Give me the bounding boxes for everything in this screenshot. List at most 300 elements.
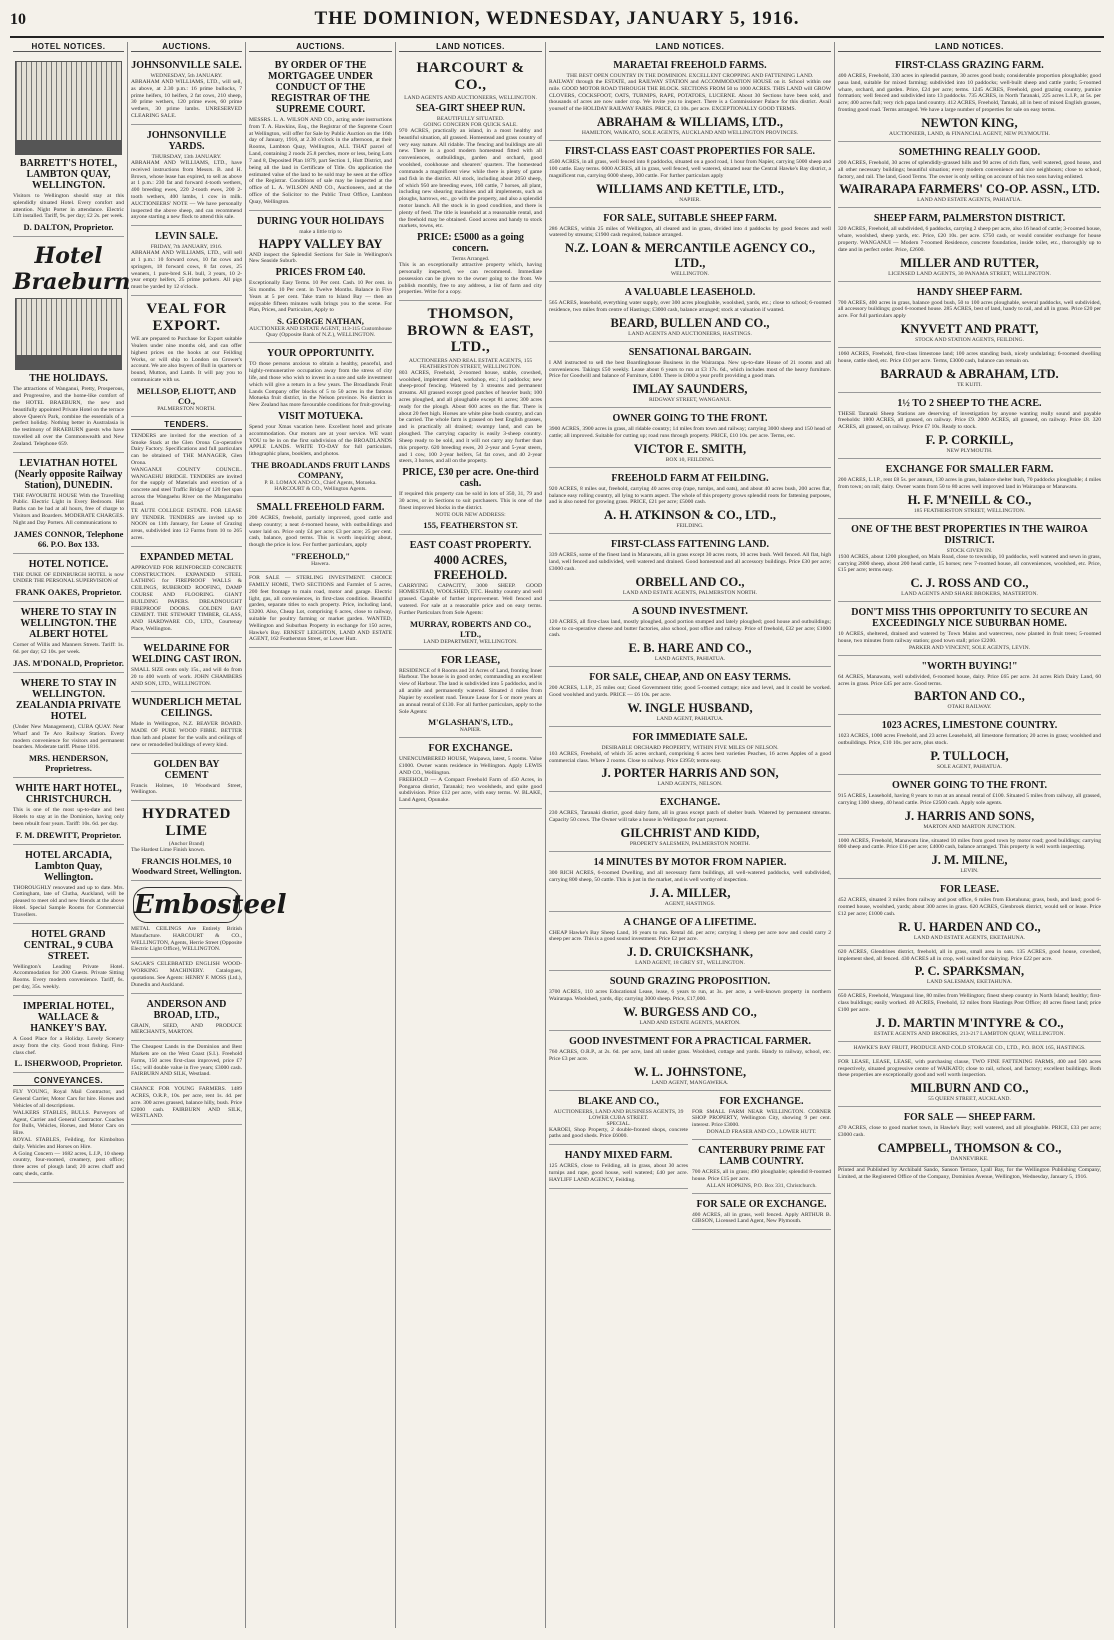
ad-signature: W. L. JOHNSTONE, bbox=[633, 1064, 747, 1079]
ad-title: THE HOLIDAYS. bbox=[29, 373, 108, 385]
ad-sub: SOLE AGENT, PAHIATUA. bbox=[936, 764, 1003, 770]
ad-signature: VICTOR E. SMITH, bbox=[633, 441, 747, 456]
ad-signature: J. PORTER HARRIS AND SON, bbox=[601, 766, 779, 781]
ad-signature: JAMES CONNOR, Telephone 66. P.O. Box 133. bbox=[13, 528, 124, 549]
ad-title: DURING YOUR HOLIDAYS bbox=[256, 215, 385, 227]
ad-sub: LAND SALESMAN, EKETAHUNA. bbox=[926, 979, 1013, 986]
ad-sub: NAPIER. bbox=[679, 196, 701, 203]
ad-title: HANDY SHEEP FARM. bbox=[916, 286, 1023, 298]
ad-title: THOMSON, BROWN & EAST, LTD., bbox=[407, 306, 534, 356]
ad-body: 452 ACRES, situated 3 miles from railway and post office, 6 miles from Eketahuna; grass, bush, and land; good 6-roomed house, woolshed, yards; about 300 acres in grass. 620 ACRES, Glenbrook district, would sell or lease. Price £12 per acre; £1000 cash. bbox=[838, 897, 1101, 917]
ad-young-farmers bbox=[131, 1083, 242, 1125]
column-header: LAND NOTICES. bbox=[838, 42, 1101, 52]
ad-title: VEAL FOR EXPORT. bbox=[146, 301, 227, 334]
ad-body: WALKERS STABLES, BULLS. Purveyors of Agent, Carrier and General Contractor. Coaches for Bulls, Vehicles, Horses, and Motor Cars on Hire. bbox=[13, 1109, 124, 1137]
ad-title: OWNER GOING TO THE FRONT. bbox=[612, 413, 768, 425]
ad-sub: RIDGWAY STREET, WANGANUI. bbox=[648, 397, 732, 404]
ad-title: FOR SALE OR EXCHANGE. bbox=[696, 1198, 827, 1210]
ad-body: 700 ACRES, 400 acres in grass, balance good bush, 50 to 100 acres ploughable, several paddocks, well subdivided, all accessory buildings; good 6-roomed house. 285 ACRES, best of land, handy to rail, and all in grass. Price £20 per acre. For full particulars apply bbox=[838, 299, 1101, 320]
ad-title: FOR LEASE, bbox=[441, 654, 500, 666]
ad-body: RAILWAY through the ESTATE, and RAILWAY STATION and ACCOMMODATION HOUSE on it. School within one mile. GOOD MOTOR ROAD THROUGH THE BLOCK. SECTIONS FROM 50 to 1000 ACRES. THIS LAND will GROW CLOVERS, COCKSFOOT, OATS, TURNIPS, RAPE, POTATOES, LUCERNE. About 30 Sections have been sold, and thousands of acres are now under crop. We invite you to inspect. There is a Commissioner Palace for this district. Avail yourself of the HOLIDAY RAILWAY FARES. PRICE, £3 10s. per acre. EXCEPTIONALLY GOOD TERMS. bbox=[549, 79, 831, 113]
ad-date: WEDNESDAY, 5th JANUARY. bbox=[150, 73, 223, 79]
ad-sub: PARKER AND VINCENT, SOLE AGENTS, LEVIN. bbox=[908, 644, 1031, 651]
ad-signature: D. DALTON, Proprietor. bbox=[23, 222, 114, 233]
ad-title: HARCOURT & CO., bbox=[416, 60, 525, 93]
ad-body: Exceptionally Easy Terms. 10 Per cent. Cash. 10 Per cent. in Six months. 10 Per cent. in Twelve Months. Balance in Five Years at 5 per cent. Take tram to Island Bay — then an enjoyable fifteen minutes walk brings you to the scene. For Plan, Prices, and Particulars, Apply to bbox=[249, 280, 392, 314]
ad-signature: H. F. M'NEILL & CO., bbox=[907, 492, 1032, 507]
ad-title: SENSATIONAL BARGAIN. bbox=[628, 346, 752, 358]
ad-hotel-notice bbox=[13, 554, 124, 603]
ad-sparksman bbox=[838, 946, 1101, 991]
ad-title: WHITE HART HOTEL, CHRISTCHURCH. bbox=[15, 783, 122, 806]
ad-body: I AM instructed to sell the best Boardinghouse Business in the Wairarapa. New up-to-date House of 21 rooms and all conveniences. Takings £50 weekly. Lease about 6 years to run at £3 17s. 6d., which includes most of the heavy furniture. Price for Goodwill and balance of Furniture, £400. There is £800 a year profit providing a good man. bbox=[549, 359, 831, 380]
ad-title: EXPANDED METAL bbox=[139, 551, 234, 563]
ad-body: THE FAVOURITE HOUSE With the Travelling Public. Electric Light in Every Bedroom. Hot Baths can be had at all hours, free of charge to Visitors and Boarders. MODERATE CHARGES. Night and Day Porters. All communications to bbox=[13, 492, 124, 526]
ad-sub: SPECIAL. bbox=[606, 1120, 631, 1127]
ad-mortgagee-sale bbox=[249, 55, 392, 211]
ad-body: 3700 ACRES, 110 acres Educational Lease, lease, 6 years to run, at 3s. per acre, a well-known property in northern Wairarapa. Woolshed, yards, dip; carrying 3000 sheep. Price, £17,000. bbox=[549, 989, 831, 1003]
ad-signature: P. C. SPARKSMAN, bbox=[914, 964, 1025, 979]
ad-signature: IMLAY SAUNDERS, bbox=[632, 382, 748, 397]
bottom-right bbox=[692, 1091, 831, 1231]
ad-sub: HAWKE'S BAY FRUIT, PRODUCE AND COLD STORAGE CO., LTD., P.O. BOX 165, HASTINGS. bbox=[853, 1044, 1086, 1051]
ad-title: FOR IMMEDIATE SALE. bbox=[632, 731, 748, 743]
ad-body: SMALL SIZE cents only 15s., and will do from 20 to 400 worth of work. JOHN CHAMBERS AND SON, LTD., WELLINGTON. bbox=[131, 666, 242, 687]
ad-body: THESE Taranaki Sheep Stations are deserving of investigation by anyone wanting really sound and payable freeholds: 1800 ACRES, all grassed, on railway. Price £9. 2000 ACRES, all grassed, on railway. Price £8. 320 ACRES, all grassed, on railway. Price £7 10s. Ready to stock. bbox=[838, 410, 1101, 431]
ad-embosteel bbox=[131, 881, 287, 958]
ad-title: A VALUABLE LEASEHOLD. bbox=[624, 287, 756, 299]
ad-signature: MILBURN AND CO., bbox=[910, 1081, 1029, 1096]
ad-body: (Under New Management), CUBA QUAY. Near Wharf and Te Aro Railway Station. Every modern convenience for visitors and permanent boarders. Moderate tariff. Phone 1816. bbox=[13, 723, 124, 751]
ad-title: HOTEL NOTICE. bbox=[28, 558, 109, 570]
ad-sub: STOCK GIVEN IN. bbox=[946, 547, 993, 554]
ad-date: THURSDAY, 13th JANUARY. bbox=[151, 153, 222, 160]
ad-title: 14 MINUTES BY MOTOR FROM NAPIER. bbox=[593, 857, 787, 868]
ad-title: LEVIATHAN HOTEL (Nearly opposite Railway Station), DUNEDIN. bbox=[14, 457, 123, 491]
ad-title: A CHANGE OF A LIFETIME. bbox=[623, 916, 757, 928]
ad-headline: HAPPY VALLEY BAY bbox=[258, 236, 383, 251]
ad-signature: J. HARRIS AND SONS, bbox=[904, 808, 1035, 823]
ad-body: FOR LEASE, LEASE, LEASE, with purchasing clause, TWO FINE FATTENING FARMS, 400 and 500 acres respectively, situated progressive centre of WAIKATO; close to rail, school, and factory; excellent buildings. Both these properties are exceptionally good and well worth inspection. bbox=[838, 1058, 1101, 1079]
ad-hare bbox=[549, 601, 831, 667]
ad-harris-sons bbox=[838, 775, 1101, 835]
columns bbox=[10, 42, 1104, 1628]
ad-body: TO those persons anxious to obtain a healthy, peaceful, and highly-remunerative occupation away from the stress of city life, and those who wish to invest in a sure and safe investment which will give a return in a few years. The Broadlands Fruit Lands Company offer blocks of 5 to 50 acres in the famous Motueka fruit district, in the Nelson province. No district in New Zealand has more favourable conditions for fruit-growing. bbox=[249, 361, 392, 409]
ad-title: OWNER GOING TO THE FRONT. bbox=[891, 780, 1048, 791]
ad-newton-king bbox=[838, 55, 1101, 142]
ad-sub: P. B. LOMAX AND CO., Chief Agents, Motueka. HARCOURT & CO., Wellington Agents. bbox=[264, 480, 377, 492]
ad-sub: OTAKI RAILWAY. bbox=[947, 704, 992, 711]
ad-title: ANDERSON AND BROAD, LTD., bbox=[146, 998, 227, 1021]
ad-body: WE are prepared to Purchase for Export suitable Vealers under nine months old, and can offer highest prices on the hooks at our Feilding Works, or will ship to London on Grower's account. We are also buyers of Bull in quarters or bound, Mutton, and Lamb. It will pay you to communicate with us. bbox=[131, 336, 242, 383]
ad-title: FOR EXCHANGE. bbox=[428, 743, 513, 755]
ad-body: 230 ACRES, Taranaki district, good dairy farm, all in grass except patch of shelter bush. Watered by permanent streams. Capacity 50 cows. The Owner will take a house in Wellington for part payment. bbox=[549, 810, 831, 824]
ad-signature: KNYVETT AND PRATT, bbox=[900, 322, 1039, 336]
ad-sub: ALLAN HOPKINS, P.O. Box 331, Christchurch. bbox=[706, 1182, 817, 1189]
ad-sub: AUCTIONEERS AND REAL ESTATE AGENTS, 155 FEATHERSTON STREET, WELLINGTON. bbox=[408, 357, 533, 370]
ad-signature: E. B. HARE AND CO., bbox=[628, 641, 752, 656]
ad-body: Made in Wellington, N.Z. BEAVER BOARD. MADE OF PURE WOOD FIBRE. BETTER than lath and plaster for the walls and ceilings of new or remodelled buildings of every kind. bbox=[131, 721, 242, 748]
ad-anderson-broad bbox=[131, 994, 242, 1042]
ad-signature: FRANK OAKES, Proprietor. bbox=[15, 587, 122, 598]
ad-title: FOR EXCHANGE. bbox=[719, 1095, 804, 1107]
ad-signature: NEWTON KING, bbox=[921, 115, 1018, 130]
ad-zealandia bbox=[13, 673, 124, 778]
ad-sub: LICENSED LAND AGENTS, 30 PANAMA STREET, WELLINGTON. bbox=[888, 270, 1051, 277]
ad-body: CHEAP Hawke's Bay Sheep Land, 16 years to run. Rental 4d. per acre; carrying 1 sheep per acre now and could carry 2 sheep per acre. This is a good sound investment. Price £2 per acre. bbox=[549, 929, 831, 943]
ad-johnstone bbox=[549, 1031, 831, 1091]
ad-sub: STOCK AND STATION AGENTS, FEILDING. bbox=[915, 337, 1024, 343]
ad-signature: FRANCIS HOLMES, 10 Woodward Street, Wellington. bbox=[131, 856, 242, 876]
ad-signature: "FREEHOLD," bbox=[290, 551, 351, 562]
column-header: AUCTIONS. bbox=[249, 42, 392, 52]
ad-body: The Hardest Lime Finish known. bbox=[131, 847, 206, 854]
ad-price: PRICE, £30 per acre. One-third cash. bbox=[402, 467, 539, 490]
ad-signature: N.Z. LOAN & MERCANTILE AGENCY CO., LTD., bbox=[565, 241, 815, 271]
ad-sub: Terms Arranged. bbox=[451, 256, 490, 263]
ad-title: DON'T MISS THIS OPPORTUNITY TO SECURE AN EXCEEDINGLY NICE SUBURBAN HOME. bbox=[851, 607, 1088, 630]
ad-body: 400 ACRES, all in grass, well fenced. Apply ARTHUR B. GIBSON, Licensed Land Agent, New Plymouth. bbox=[692, 1211, 831, 1225]
ad-title: JOHNSONVILLE YARDS. bbox=[146, 129, 227, 152]
ad-signature: S. GEORGE NATHAN, bbox=[277, 316, 364, 327]
ad-body: 339 ACRES, some of the finest land in Manawatu, all in grass except 30 acres roots, 10 acres bush. Well fenced. All flat, high land, well fenced and subdivided, well watered and drained. Good homestead and all accessory buildings. Price £30 per acre; £3000 cash. bbox=[549, 552, 831, 572]
ad-sensational-bargain bbox=[549, 342, 831, 408]
ad-burgess bbox=[549, 971, 831, 1031]
bottom-left bbox=[549, 1091, 688, 1231]
ad-campbell-thomson bbox=[838, 1107, 1101, 1167]
ad-signature: WAIRARAPA FARMERS' CO-OP. ASSN., LTD. bbox=[839, 182, 1100, 197]
ad-body: WANGANUI COUNTY COUNCIL. WANGAEHU BRIDGE. TENDERS are invited for the supply of Materials and erection of a concrete and steel Traffic Bridge of 120 feet span across the Wangaehu River on the Mangamahu Road. bbox=[131, 466, 242, 507]
ad-johnsonville-sale bbox=[131, 55, 242, 125]
ad-title: "WORTH BUYING!" bbox=[921, 660, 1018, 672]
ad-signature: BARTON AND CO., bbox=[914, 689, 1025, 704]
ad-corkill bbox=[838, 393, 1101, 459]
ad-body: A Good Place for a Holiday. Lovely Scenery away from the city. Good trout fishing. First-class chef. bbox=[13, 1035, 124, 1056]
ad-body: Corner of Willis and Manners Streets. Tariff: 1s. 6d. per day; £2 10s. per week. bbox=[13, 642, 124, 656]
ad-body: FREEHOLD — A Compact Freehold Farm of 450 Acres, in Pongaroa district, Taranaki; two woolsheds, and quite good subdivision. Price £12 per acre, with easy terms. W. BLAKE, Land Agent, Opunake. bbox=[399, 776, 542, 804]
ad-for-exchange bbox=[399, 738, 542, 809]
column-land-notices-3 bbox=[835, 42, 1104, 1628]
ad-body: 3900 ACRES, 3900 acres in grass, all ridable country; 14 miles from town and railway; carrying 3000 sheep and 150 head of cattle; all improved. Suitable for cutting up; road runs through property. PRICE, £10 10s. per acre. Terms, etc. bbox=[549, 426, 831, 439]
ad-title: 1023 ACRES, LIMESTONE COUNTRY. bbox=[881, 720, 1058, 732]
ad-prices: PRICES FROM £40. bbox=[275, 267, 366, 279]
ad-body: AND inspect the Splendid Sections for Sale in Wellington's New Seaside Suburb. bbox=[249, 251, 392, 265]
ad-signature: ORBELL AND CO., bbox=[635, 574, 745, 589]
ad-price: PRICE: £5000 as a going concern. bbox=[417, 232, 524, 255]
ad-knyvett-pratt bbox=[838, 282, 1101, 348]
column-header: HOTEL NOTICES. bbox=[13, 42, 124, 52]
column-auctions-1 bbox=[128, 42, 287, 1628]
ad-body: APPROVED FOR REINFORCED CONCRETE CONSTRUCTION. EXPANDED STEEL LATHING for FIREPROOF WALLS & CEILINGS, RUBEROID ROOFING, DAMP COURSE AND FLOORING. GIANT BUILDING PAPERS. DREADNOUGHT FIREPROOF DOORS. GOLDEN BAY CEMENT. THE STEWART TIMBER, GLASS, AND HARDWARE CO., LTD., Courtenay Place, Wellington. bbox=[131, 564, 242, 633]
ad-body: ABRAHAM AND WILLIAMS, LTD., will sell, as above, at 2.30 p.m.: 16 prime bullocks, 7 prime heifers, 10 heifers, 2 fat cows, 210 sheep, 30 prime wethers, 120 prime ewes, 60 prime wethers, 30 prime lambs. UNRESERVED CLEARING SALE. bbox=[131, 79, 242, 120]
printer-imprint: Printed and Published by Archibald Sando, Sanson Terrace, Lyall Bay, for the Wellington Publishing Company, Limited, at the Registered Office of the Company, Dominion Avenue, Wellington, Wednesday, January 5, 1916. bbox=[838, 1166, 1101, 1180]
ad-signature: W. BURGESS AND CO., bbox=[623, 1004, 757, 1019]
ad-body: ROYAL STABLES, Feilding, for Kimbolton daily. Vehicles and Horses on Hire. bbox=[13, 1137, 124, 1150]
ad-title: FIRST-CLASS FATTENING LAND. bbox=[611, 539, 769, 551]
ad-body: KAROEI, Shop Property, 2 double-fronted shops, concrete paths and good sheds. Price £6000. bbox=[549, 1126, 688, 1140]
ad-body: MESSRS. L. A. WILSON AND CO., acting under instructions from T. A. Hawkins, Esq., the Registrar of the Supreme Court at Wellington, will offer for Sale by Public Auction on the 16th day of January, 1916, at 2.30 o'clock in the afternoon, at their Rooms, Lambton Quay, Wellington, ALL THAT parcel of Land, containing 2 roods 25.8 perches, more or less, being Lots 7 and 8, Deposited Plan 1879, part Section 1, Hutt District, and being all the land in Certificate of Title. On application the estimated value of the land to be sold may be seen at the office of the Registrar. Conditions of sale may be inspected at the office of L. A. WILSON AND CO., Auctioneers, and at the office of the Solicitor to the Public Trust Office, Lambton Quay, Wellington. bbox=[249, 117, 392, 205]
ad-body: This is an exceptionally attractive property which, having personally inspected, we can recommend. Immediate possession can be given to the owner going to the front. We publish monthly, free to any address, a list of farm and city properties. Write for a copy. bbox=[399, 262, 542, 296]
ad-arcadia bbox=[13, 845, 124, 924]
ad-signature: J. D. MARTIN M'INTYRE & CO., bbox=[875, 1015, 1064, 1030]
ad-title: EXCHANGE. bbox=[659, 797, 721, 809]
ad-body: 120 ACRES, all first-class land, mostly ploughed, good portion stumped and lately ploughed; good house and outbuildings; close to co-operative cheese and butter factories, also school, post office and railway. Price of freehold, £32 per acre; £1000 cash. bbox=[549, 618, 831, 639]
ad-sub: NEW PLYMOUTH. bbox=[946, 448, 993, 455]
hotel-engraving bbox=[15, 298, 122, 370]
page-title: THE DOMINION, WEDNESDAY, JANUARY 5, 1916. bbox=[314, 8, 800, 29]
ad-body: Visitors to Wellington should stay at this splendidly situated Hotel. Every comfort and attention. Night Porter in attendance. Electric Lift installed. Tariff, 9s. per day; £2 2s. per week. bbox=[13, 193, 124, 220]
ad-body: FLY YOUNG, Royal Mail Contractor, and General Carrier, Motor Cars for hire. Horses and Vehicles of all descriptions. bbox=[13, 1089, 124, 1109]
ad-body: 200 ACRES, L.I.P., rent £8 5s. per annum, 130 acres in grass, balance shelter bush, 70 paddocks ploughable; 4 miles from town; on rail; dairy. Owner wants from 50 to 80 acres well improved land in Wairarapa or Manawatu. bbox=[838, 477, 1101, 490]
ad-title: SMALL FREEHOLD FARM. bbox=[256, 502, 385, 513]
ad-signature: BARRAUD & ABRAHAM, LTD. bbox=[880, 366, 1059, 381]
ad-title: HANDY MIXED FARM. bbox=[564, 1150, 673, 1162]
ad-sub: (Anchor Brand) bbox=[168, 841, 205, 848]
ad-body: FOR SMALL FARM NEAR WELLINGTON. CORNER SHOP PROPERTY, Wellington City, showing 9 per cent. interest. Price £3000. bbox=[692, 1108, 831, 1129]
ad-hydrated-lime bbox=[131, 801, 242, 881]
ad-title: LEVIN SALE. bbox=[155, 231, 218, 243]
ad-body: The Cheapest Lands in the Dominion and Best Markets are on the West Coast (S.I.). Freehold Farms, 150 acres first-class improved, price £7 15s.; will double value in five years; £3000 cash. FAIRBURN AND SILK, Westland. bbox=[131, 1044, 242, 1078]
ad-blake bbox=[549, 1091, 688, 1146]
ad-title: FOR LEASE. bbox=[940, 884, 999, 896]
ad-porter-harris bbox=[549, 727, 831, 793]
ad-signature: GILCHRIST AND KIDD, bbox=[620, 826, 760, 840]
ad-white-hart bbox=[13, 778, 124, 844]
embosteel-logo: Embosteel bbox=[133, 887, 240, 923]
ad-body: Spend your Xmas vacation here. Excellent hotel and private accommodation. Our motors are at your service. WE want YOU to be in on the first subdivision of the BROADLANDS APPLE LANDS. WRITE TO-DAY for full particulars, lithographic plans, booklets, and photos. bbox=[249, 423, 392, 458]
ad-body: 1060 ACRES, Freehold, first-class limestone land; 100 acres standing bush, nicely undulating; 6-roomed dwelling house, cattle shed, etc. Price £10 per acre. Terms, £3000 cash, balance can remain on. bbox=[838, 351, 1101, 364]
ad-sub: BOX 10, FEILDING. bbox=[665, 456, 715, 463]
ad-wairarapa-farmers bbox=[838, 142, 1101, 208]
ad-signature: 155, FEATHERSTON ST. bbox=[423, 519, 518, 530]
ad-nz-loan bbox=[549, 208, 831, 283]
ad-body: CARRYING CAPACITY, 3000 SHEEP. GOOD HOMESTEAD, WOOLSHED, ETC. Healthy country and well grassed. Capable of further improvement. Well fenced and watered. For sale at a reasonable price and on easy terms. Further Particulars from Sole Agents: bbox=[399, 582, 542, 616]
column-header: LAND NOTICES. bbox=[399, 42, 542, 52]
ad-grand-central bbox=[13, 924, 124, 996]
ad-body: A Going Concern — 1682 acres, L.I.P., 10 sheep country, four-roomed, creamery, post office; three acres of plough land; 20 acres chaff and oats; sheds, cattle. bbox=[13, 1150, 124, 1178]
ad-body: 650 ACRES, Freehold, Wanganui line, 80 miles from Wellington; finest sheep country in North Island; healthy; first-class buildings; easily worked. 40 ACRES, Freehold, 12 miles from Hastings Post Office; 40 acres finest land; price £100 per acre. bbox=[838, 993, 1101, 1013]
ad-body: 286 ACRES, within 25 miles of Wellington, all cleared and in grass, divided into 4 paddocks by good fences and well watered by streams; £1900 cash required, balance arranged. bbox=[549, 225, 831, 239]
ad-body: UNENCUMBERED HOUSE, Waipawa, latest, 5 rooms. Value £1000. Owner wants residence in Wellington. Apply LEWIS AND CO., Wellington. bbox=[399, 756, 542, 776]
ad-sub: LAND AGENTS, NELSON. bbox=[657, 781, 723, 788]
ad-title: SOMETHING REALLY GOOD. bbox=[898, 146, 1041, 158]
ad-title: EXCHANGE FOR SMALLER FARM. bbox=[885, 464, 1054, 476]
ad-title: HOTEL ARCADIA, Lambton Quay, Wellington. bbox=[25, 849, 112, 883]
ad-signature: MELLSOP, ELIOTT, AND CO., bbox=[136, 385, 237, 406]
ad-cruickshank bbox=[549, 912, 831, 972]
ad-title: FOR SALE, SUITABLE SHEEP FARM. bbox=[603, 212, 777, 224]
ad-mneill bbox=[838, 459, 1101, 519]
ad-body: 300 RICH ACRES, 6-roomed Dwelling, and all necessary farm buildings, all well-watered paddocks, well subdivided, carrying 800 sheep, 50 cattle. This is just in the market, and is well worthy of inspection. bbox=[549, 870, 831, 883]
ad-maraetai bbox=[549, 55, 831, 141]
ad-title: HOTEL GRAND CENTRAL, 9 CUBA STREET. bbox=[23, 928, 114, 962]
column-land-notices-2 bbox=[546, 42, 835, 1628]
ad-body: 915 ACRES, Leasehold, having 8 years to run at an annual rental of £100. Situated 5 miles from railway, all grassed, carrying 1300 sheep, 40 head cattle. Price £2500 cash. Apply sole agents. bbox=[838, 793, 1101, 806]
ad-parker-vincent bbox=[838, 602, 1101, 656]
ad-body: GRAIN, SEED, AND PRODUCE MERCHANTS, MARTON. bbox=[131, 1022, 242, 1036]
ad-signature: P. TULLOCH, bbox=[930, 749, 1009, 763]
ad-title: SHEEP FARM, PALMERSTON DISTRICT. bbox=[873, 213, 1066, 225]
ad-sale-or-exchange bbox=[692, 1194, 831, 1231]
ad-title: FIRST-CLASS EAST COAST PROPERTIES FOR SALE. bbox=[564, 146, 816, 158]
ad-date: FRIDAY, 7th JANUARY, 1916. bbox=[150, 244, 223, 251]
ad-sub: LAND AGENTS AND AUCTIONEERS, WELLINGTON. bbox=[404, 95, 537, 101]
ad-sub: 55 QUEEN STREET, AUCKLAND. bbox=[928, 1096, 1011, 1103]
ad-signature: J. M. MILNE, bbox=[931, 853, 1008, 868]
ad-sub: make a little trip to bbox=[299, 228, 342, 235]
ad-harden bbox=[838, 879, 1101, 945]
ad-title: WHERE TO STAY IN WELLINGTON. THE ALBERT HOTEL bbox=[20, 607, 117, 641]
ad-signature: THE BROADLANDS FRUIT LANDS COMPANY, bbox=[251, 460, 390, 480]
ad-sub: PALMERSTON NORTH. bbox=[157, 405, 216, 412]
ad-sub: THE BEST OPEN COUNTRY IN THE DOMINION. EXCELLENT CROPPING AND FATTENING LAND. bbox=[566, 73, 814, 79]
ad-sub: AUCTIONEER, LAND, & FINANCIAL AGENT, NEW PLYMOUTH. bbox=[889, 130, 1050, 137]
ad-sub: LAND AGENTS AND SHARE BROKERS, MASTERTON. bbox=[901, 591, 1038, 598]
column-hotel-notices bbox=[10, 42, 131, 1628]
ad-title: SOUND GRAZING PROPOSITION. bbox=[609, 976, 771, 988]
ad-body: 125 ACRES, close to Feilding, all in grass, about 30 acres turnips and rape, good house, well watered; £40 per acre. HAYLIFF LAND AGENCY, Feilding. bbox=[549, 1163, 688, 1183]
ad-sagar bbox=[131, 958, 242, 993]
ad-body: TE AUTE COLLEGE ESTATE. FOR LEASE BY TENDER. TENDERS are invited up to NOON on 11th January, for Lease of Grazing areas, subdivided into 12 Farms from 10 to 265 acres. bbox=[131, 507, 242, 541]
section-header: CONVEYANCES. bbox=[13, 1076, 124, 1086]
ad-harcourt bbox=[399, 55, 542, 301]
ad-body: 200 ACRES, L.I.P., 25 miles out; Good Government title; good 5-roomed cottage; nice and level, and it could be worked. Good woolshed and yards. PRICE — £6 10s. per acre. bbox=[549, 685, 831, 698]
ad-martin-mintyre bbox=[838, 990, 1101, 1041]
ad-body: 400 ACRES, Freehold, 330 acres in splendid pasture, 30 acres good bush; considerable proportion ploughable; good paua land, suitable for mixed farming; subdivided into 10 paddocks; well-built sheep and cattle yards; 5-roomed whare, orchard, and garden. Price, £24 per acre; terms. 1245 ACRES, Freehold, good grazing country, pumice formation; well fenced and subdivided into 13 paddocks. 735 ACRES, in North Taranaki, 225 acres L.I.P., at 5s. per acre; 400 acres fall; very rich papa land country. 412 ACRES, Freehold, Tamaki, all in best of mixed English grasses, fronting good road. Terms arranged. We have a large number of properties for sale on easy terms. bbox=[838, 73, 1101, 114]
ad-veal-export bbox=[131, 296, 242, 417]
ad-valuable-leasehold bbox=[549, 282, 831, 342]
ad-body: THE DUKE OF EDINBURGH HOTEL is now UNDER THE PERSONAL SUPERVISION of bbox=[13, 571, 124, 585]
ad-title: 1½ TO 2 SHEEP TO THE ACRE. bbox=[897, 397, 1042, 409]
ad-title: WELDARINE FOR WELDING CAST IRON. bbox=[131, 642, 242, 665]
ad-sub: FEILDING. bbox=[676, 523, 704, 530]
ad-expanded-metal bbox=[131, 547, 242, 638]
ad-gilchrist-kidd bbox=[549, 792, 831, 852]
ad-husband bbox=[549, 667, 831, 727]
ad-body: TENDERS are invited for the erection of a Smoke Stack at the Glen Orona Co-operative Dairy Factory. Specifications and full particulars can be obtained of THE MANAGER, Glen Orona. bbox=[131, 432, 242, 466]
ad-title: FIRST-CLASS GRAZING FARM. bbox=[895, 60, 1044, 71]
ad-braeburn bbox=[13, 237, 131, 452]
ad-conveyances bbox=[13, 1073, 124, 1183]
ad-sub: LAND AGENTS AND AUCTIONEERS, HASTINGS. bbox=[628, 330, 752, 337]
ad-body: 10 ACRES, sheltered, drained and watered by Town Mains and watercress, now planted in fruit trees; 5-roomed house, two minutes from railway station; good town stall; price £2200. bbox=[838, 631, 1101, 644]
ad-body: ABRAHAM AND WILLIAMS, LTD., have received instructions from Messrs. B. and H. Brown, whose lease has expired, to sell as above at 1 p.m.: 230 fat and forward 4-tooth wethers, 400 breeding ewes, 220 2-tooth ewes, 200 2-tooth wethers, 400 lambs, 1 cow in milk. AUCTIONEERS' NOTE — We have personally inspected the above sheep, and can recommend anyone starting a new flock to attend this sale. bbox=[131, 159, 242, 221]
ad-body: 103 ACRES, Freehold, of which 35 acres orchard, comprising 6 acres best varieties Peaches, 16 acres Apples of a good commercial class. Where 2 rooms. Close to railway. Price £3950; terms easy. bbox=[549, 750, 831, 764]
ad-body: 1000 ACRES, Freehold, Manawatu line, situated 10 miles from good town by motor road; good buildings; carrying 800 sheep and cattle. Price £16 per acre; £4000 cash, balance arranged. This property is well worth inspecting. bbox=[838, 837, 1101, 851]
hotel-engraving bbox=[15, 61, 122, 155]
ad-east-coast-property bbox=[399, 535, 542, 650]
ad-body: ABRAHAM AND WILLIAMS, LTD., will sell at 1 p.m.: 10 forward cows, 10 fat cows and springers, 18 forward cows, 8 fat cows, 25 weaners, 1 pure-bred S.H. bull, 3 years, 10 2-year empty heifers, 25 prime porkers. All pigs must be yarded by 12 o'clock. bbox=[131, 250, 242, 291]
ad-title: GOOD INVESTMENT FOR A PRACTICAL FARMER. bbox=[569, 1035, 811, 1047]
ad-body: FOR SALE — STERLING INVESTMENT. CHOICE FAMILY HOME, TWO SECTIONS and Farmlet of 5 acres, 200 feet frontage to main road, motor and garage. Electric light, gas, all conveniences, in first-class condition. Beautiful garden, separate titles to each property. Price, including land, £3200. Also, Cheap Lot, comprising 6 acres, close to railway, suitable for poultry farming or market garden. WANTED, Wellington and Suburban Property in exchange for 150 acres, Hawke's Bay. ERNEST LEIGHTON, LAND AND ESTATE AGENT, 162 Featherston Street, or Lower Hutt. bbox=[249, 575, 392, 643]
ad-title: BY ORDER OF THE MORTGAGEE UNDER CONDUCT OF THE REGISTRAR OF THE SUPREME COURT. bbox=[268, 60, 373, 115]
ad-small-freehold bbox=[249, 497, 392, 572]
ad-albert bbox=[13, 602, 124, 673]
page-number: 10 bbox=[10, 11, 26, 28]
ad-miller bbox=[549, 852, 831, 912]
ad-sub: DONALD FRASER AND CO., LOWER HUTT. bbox=[706, 1128, 817, 1135]
ad-sub: AGENT, HASTINGS. bbox=[664, 900, 716, 907]
ad-tenders bbox=[131, 417, 242, 547]
ad-victor-smith bbox=[549, 408, 831, 468]
ad-sub: ESTATE AGENTS AND BROKERS, 213-217 LAMBTON QUAY, WELLINGTON. bbox=[874, 1030, 1065, 1037]
ad-golden-bay-cement bbox=[131, 754, 242, 802]
ad-title: IMPERIAL HOTEL, WALLACE & HANKEY'S BAY. bbox=[22, 1000, 115, 1034]
ad-sub: DANNEVIRKE. bbox=[950, 1155, 989, 1162]
ad-milne bbox=[838, 835, 1101, 880]
ad-sub: GOING CONCERN FOR QUICK SALE. bbox=[423, 122, 518, 128]
ad-exchange-shop bbox=[692, 1091, 831, 1140]
ad-body: 970 ACRES, practically an island, in a most healthy and beautiful situation, all grassed. Homestead and grass country of very easy nature. All ridable. The fencing and buildings are all new. There is a good modern homestead fitted with all conveniences, outbuildings, garden and orchard, good woolshed, cookhouse and shearers' quarters. The homestead commands a magnificent view while there is plenty of game and fish in the district. All stock, including about 2050 sheep, of which 950 are breeding ewes, 160 cattle, 7 horses, all plant, including new shearing machines and all implements, such as ploughs, harrows, etc., go with the property, and also a splendid motor launch. All the stock is in good condition, and there is plenty of feed. The title is leasehold at a reasonable rental, and the freehold may be obtained. Good access and handy to stock markets, towns, etc. bbox=[399, 128, 542, 230]
ad-atkinson bbox=[549, 468, 831, 534]
ad-cheapest-lands bbox=[131, 1041, 242, 1083]
ad-body: If required this property can be sold in lots of 350, 31, 79 and 30 acres, or in Sections to suit purchasers. This is one of the finest improved blocks in the district. bbox=[399, 491, 542, 511]
ad-body: 470 ACRES, close to good market town, in Hawke's Bay; well watered, and all ploughable. PRICE, £33 per acre; £3000 cash. bbox=[838, 1125, 1101, 1138]
ad-for-lease bbox=[399, 650, 542, 739]
ad-sub: HAMILTON, WAIKATO, SOLE AGENTS, AUCKLAND AND WELLINGTON PROVINCES. bbox=[581, 130, 799, 137]
ad-title: JOHNSONVILLE SALE. bbox=[131, 60, 242, 71]
ad-sub: DESIRABLE ORCHARD PROPERTY, WITHIN FIVE MILES OF NELSON. bbox=[601, 744, 779, 751]
ad-body: This is one of the most up-to-date and best Hotels to stay at in the Dominion, having only been rebuilt four years. Tariff: 10s. 6d. per day. bbox=[13, 807, 124, 827]
ad-body: 64 ACRES, Manawatu, well subdivided, 6-roomed house, dairy. Price £65 per acre. 24 acres Rich Dairy Land, 60 acres in grass. Price £45 per acre. Good terms. bbox=[838, 673, 1101, 687]
bottom-split bbox=[549, 1091, 831, 1231]
ad-title: EAST COAST PROPERTY. bbox=[409, 539, 532, 551]
hotel-sign: Hotel Braeburn bbox=[13, 243, 131, 296]
ad-body: 4500 ACRES, in all grass, well fenced into 8 paddocks, situated on a good road, 1 hour from Napier, carrying 5000 sheep and 100 cattle. Easy terms. 6000 ACRES, all in grass, well fenced, well watered, situated near the Central Hawke's Bay district, a magnificent run, carrying 6000 sheep, 300 cattle. For further particulars apply bbox=[549, 159, 831, 179]
ad-signature: L. ISHERWOOD, Proprietor. bbox=[14, 1058, 123, 1069]
ad-signature: W. INGLE HUSBAND, bbox=[627, 700, 753, 715]
ad-sub: LAND AGENT, 18 GREY ST., WELLINGTON. bbox=[635, 960, 745, 967]
column-land-notices-1 bbox=[396, 42, 546, 1628]
ad-sub: BEAUTIFULLY SITUATED. bbox=[436, 116, 505, 122]
ad-body: 1930 ACRES, about 1200 ploughed, on Main Road, close to township, 10 paddocks, well watered and sewn in grass, carrying 2800 sheep, about 200 head cattle, 15 horses; new 7-roomed house, all conveniences, woolshed, etc. Price, £15 per acre; terms easy. bbox=[838, 553, 1101, 574]
ad-body: METAL CEILINGS Are Entirely British Manufacture. HARCOURT & CO., WELLINGTON, Agents, Herrie Street (Opposite Electric Light Office), WELLINGTON. bbox=[131, 926, 242, 953]
ad-title: FOR SALE, CHEAP, AND ON EASY TERMS. bbox=[589, 672, 791, 684]
ad-wunderlich bbox=[131, 692, 242, 753]
ad-signature: ABRAHAM & WILLIAMS, LTD., bbox=[596, 115, 784, 130]
ad-sub: LAND AND ESTATE AGENTS, EKETAHUNA. bbox=[913, 934, 1026, 941]
ad-title: WHERE TO STAY IN WELLINGTON. ZEALANDIA PRIVATE HOTEL bbox=[16, 677, 121, 722]
ad-sub: AUCTIONEER AND ESTATE AGENT, 113-115 Customhouse Quay (Opposite Bank of N.Z.), WELLINGTON. bbox=[249, 326, 392, 339]
ad-body: THOROUGHLY renovated and up to date. Mrs. Cottingham, late of Clutha, Auckland, will be pleased to meet old and new friends at the above Hotel. Special Sample Rooms for Commercial Travellers. bbox=[13, 884, 124, 918]
masthead bbox=[10, 8, 1104, 38]
ad-title: FOR SALE — SHEEP FARM. bbox=[903, 1112, 1036, 1124]
ad-sub: NOTE OUR NEW ADDRESS: bbox=[435, 511, 506, 518]
ad-sub: 185 FEATHERSTON STREET, WELLINGTON. bbox=[913, 507, 1026, 514]
ad-title: BLAKE AND CO., bbox=[577, 1095, 660, 1107]
ad-title: GOLDEN BAY CEMENT bbox=[153, 758, 220, 781]
ad-title: BARRETT'S HOTEL, LAMBTON QUAY, WELLINGTON. bbox=[19, 158, 118, 191]
ad-sub: LAND DEPARTMENT, WELLINGTON. bbox=[423, 638, 518, 645]
ad-body: 200 ACRES, freehold, partially improved, good cattle and sheep country; a neat 4-roomed house, with outbuildings and water laid on. Price only £4 per acre; £3 per acre; 25 per cent. cash, balance, good terms. This is worth inquiring about, though the price is low. For further particulars, apply bbox=[249, 515, 392, 549]
ad-signature: WILLIAMS AND KETTLE, LTD., bbox=[596, 181, 784, 196]
ad-barton bbox=[838, 656, 1101, 716]
ad-body: 803 ACRES, Freehold, 2-roomed house, stable, cowshed, woolshed, implement shed, workshop, etc.; 14 paddocks; new sheep-proof fencing. Watered by 3 streams and permanent streams. All grassed except good patches of heavier bush; 100 acres ploughed, and all ploughable except 81 acres; 300 acres ready for the plough. About 600 acres on the flat. There is about 20 feet high. Horses are white pine bush country, and can be carried. The whole farm is grassed on best English grasses, and is practically all drained; swampy land, and can be ploughed. The carrying capacity is easily 3-sheep country. Sheep ready to be sold, and it will not carry any further than this property. 620 breeding ewes, 20 2-year and 5-year steers, and 1 cow, 100 2-year heifers, 54 fat cows, and 40 2-year steers, 3 horses, and all on the property. bbox=[399, 369, 542, 465]
ad-body: 1023 ACRES, 1000 acres Freehold, and 23 acres Leasehold, all limestone formation; 20 acres in grass; woolshed and outbuildings. Price, £10 10s. per acre, plus stock. bbox=[838, 733, 1101, 747]
ad-signature: A. H. ATKINSON & CO., LTD., bbox=[604, 508, 776, 523]
ad-body: 920 ACRES, 8 miles out, freehold, carrying 40 acres crop (rape, turnips, and oats), and about 40 acres bush, 200 acres flat, balance easy rolling country, all lying to warm aspect. The whole of this property grows splendid roots for fattening purposes, and is also noted for growing grass. PRICE, £21 per acre; £5000 cash. bbox=[549, 485, 831, 506]
ad-signature: J. A. MILLER, bbox=[649, 885, 731, 900]
ad-handy-mixed-farm bbox=[549, 1145, 688, 1188]
ad-ross bbox=[838, 519, 1101, 602]
ad-body: 320 ACRES, Freehold, all subdivided, 6 paddocks, carrying 2 sheep per acre, also 16 head of cattle; 3-roomed house, whare, woolshed, sheep yards, etc. Price, £20 10s. per acre. £750 cash, or would consider exchange for house property. WANGANUI — Modern 7-roomed Residence, concrete foundation, inside toilet, etc., thoroughly up to date and in perfect order. Price, £2600. bbox=[838, 226, 1101, 253]
section-header: TENDERS. bbox=[131, 420, 242, 430]
ad-subhead: VISIT MOTUEKA. bbox=[278, 410, 363, 422]
column-header: AUCTIONS. bbox=[131, 42, 242, 52]
ad-signature: MURRAY, ROBERTS AND CO., LTD., bbox=[410, 618, 531, 639]
ad-sub: LAND AGENT, MANGAWEKA. bbox=[651, 1079, 729, 1086]
ad-happy-valley-bay bbox=[249, 211, 392, 344]
